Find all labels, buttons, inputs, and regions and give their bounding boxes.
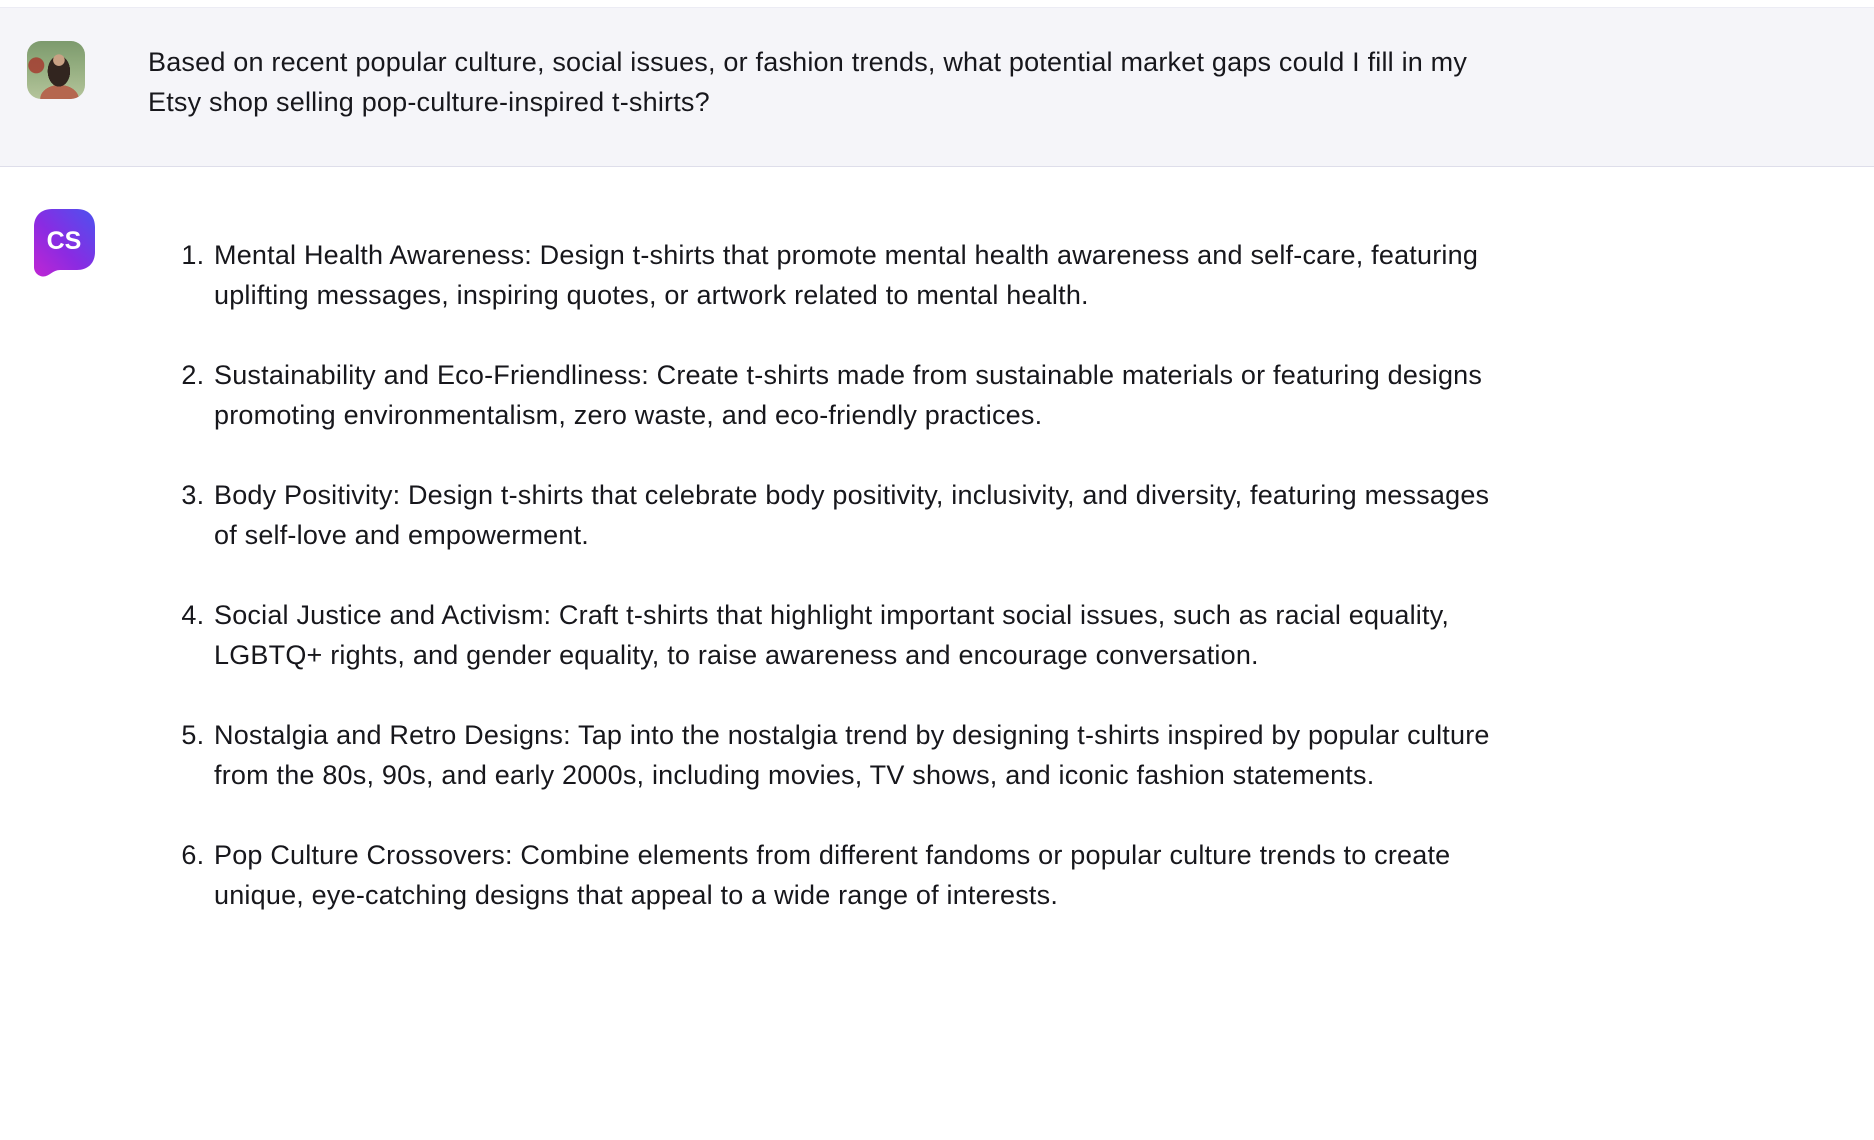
list-item: 5. Nostalgia and Retro Designs: Tap into the nostalgia trend by designing t-shirts inspired by popular culture from the 80s, 90s, and early 2000s, including movies, TV shows, and iconic fashion statements. [212,715,1516,795]
assistant-message-row [0,167,1874,1139]
user-message-text: Based on recent popular culture, social issues, or fashion trends, what potential market gaps could I fill in my Etsy shop selling pop-culture-inspired t-shirts? [148,47,1468,117]
user-avatar[interactable] [27,41,85,99]
top-strip [0,0,1874,8]
chatsonic-logo-icon [30,207,98,279]
list-item: 3. Body Positivity: Design t-shirts that celebrate body positivity, inclusivity, and diversity, featuring messages of self-love and empowerment. [212,475,1516,555]
list-item: 4. Social Justice and Activism: Craft t-shirts that highlight important social issues, such as racial equality, LGBTQ+ rights, and gender equality, to raise awareness and encourage conversation. [212,595,1516,675]
list-item: 2. Sustainability and Eco-Friendliness: Create t-shirts made from sustainable materials or featuring designs promoting environmentalism, zero waste, and eco-friendly practices. [212,355,1516,435]
svg-text:CS: CS [46,227,82,255]
list-item: 1. Mental Health Awareness: Design t-shirts that promote mental health awareness and self-care, featuring uplifting messages, inspiring quotes, or artwork related to mental health. [212,235,1516,315]
list-item: 6. Pop Culture Crossovers: Combine elements from different fandoms or popular culture trends to create unique, eye-catching designs that appeal to a wide range of interests. [212,835,1516,915]
answer-list [148,235,1516,915]
user-message-row [0,8,1874,167]
